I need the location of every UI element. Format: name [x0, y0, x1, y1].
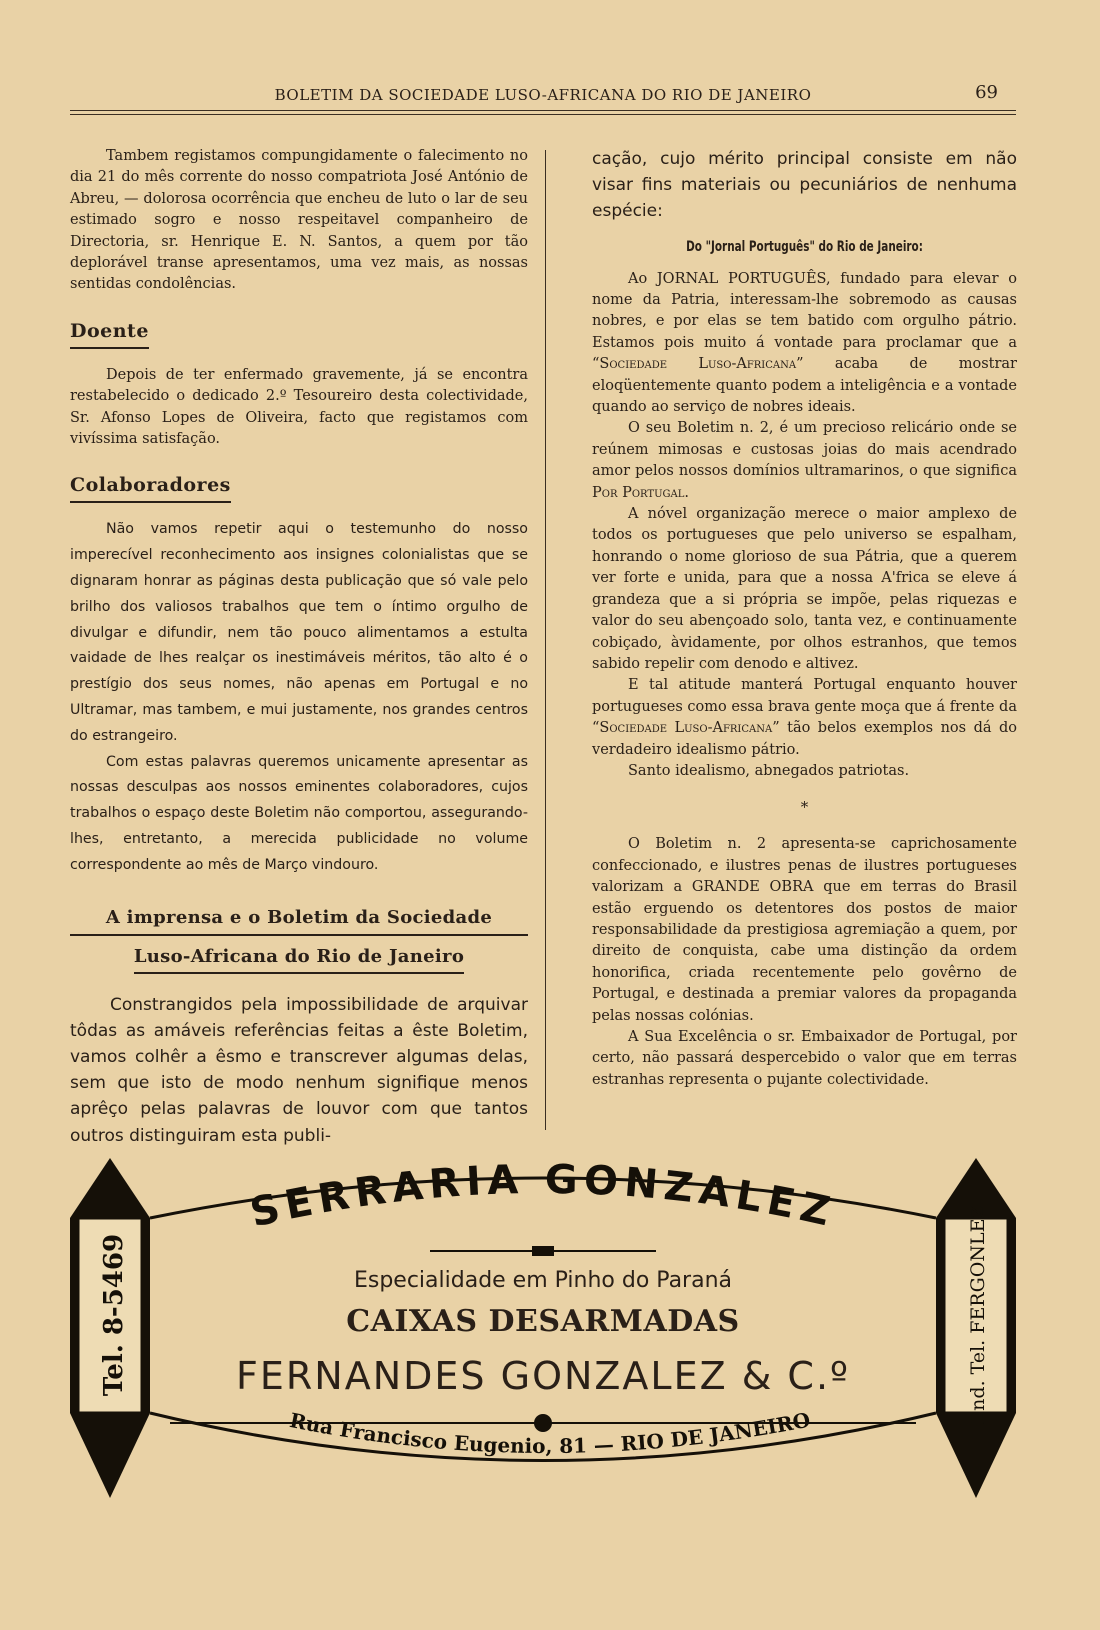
ad-product: CAIXAS DESARMADAS	[346, 1304, 740, 1339]
quote-paragraph-3: A nóvel organização merece o maior amplexo de todos os portugueses que pelo universo se espalham, honrando o nome glorioso de sua Pátria, que a querem ver forte e unida, para que a nossa A'frica se eleve á grandeza que a si própria se impõe, pelas riquezas e valor do seu abençoado solo, tanta vez, e continuamente cobiçado, àvidamente, por olhos estranhos, que temos sabido repelir com denodo e altivez.	[592, 506, 1017, 672]
bottom-ornament	[534, 1414, 552, 1432]
quote-paragraph-1: Ao JORNAL PORTUGUÊS, fundado para elevar o nome da Patria, interessam-lhe sobremodo as causas nobres, e por elas se tem batido com orgulho pátrio. Estamos pois muito á vontade para proclamar que a “Sociedade Luso-Africana” acaba de mostrar eloqüentemente quanto podem a inteligência e a vontade quando ao serviço de nobres ideais.	[592, 270, 1017, 416]
header-rule-top	[70, 110, 1016, 111]
ad-telegraph-address: End. Tel. FERGONLEZ	[967, 1205, 989, 1425]
colaboradores-paragraph-1: Não vamos repetir aqui o testemunho do nosso imperecível reconhecimento aos insignes colonialistas que se dignaram honrar as páginas desta publicação que só vale pelo brilho dos valiosos trabalhos que tem o íntimo orgulho de divulgar e difundir, nem tão pouco alimentamos a estulta vaidade de lhes realçar os inestimáveis méritos, tão alto é o prestígio dos seus nomes, não apenas em Portugal e no Ultramar, mas tambem, e mui justamente, nos grandes centros do estrangeiro.	[70, 521, 528, 744]
advertisement	[70, 1158, 1016, 1508]
quote-paragraph-2: O seu Boletim n. 2, é um precioso relicário onde se reúnem mimosas e custosas joias do mais acendrado amor pelos nossos domínios ultramarinos, o que significa Por Portugal.	[592, 420, 1017, 501]
ad-telephone: Tel. 8-5469	[99, 1233, 129, 1397]
heading-doente: Doente	[70, 320, 149, 349]
section-separator: *	[800, 798, 809, 817]
quote-paragraph-6: O Boletim n. 2 apresenta-se caprichosamente confeccionado, e ilustres penas de ilustres portugueses valorizam a GRANDE OBRA que em terras do Brasil estão erguendo os detentores dos postos de maior responsabilidade da prestigiosa agremiação a quem, por direito de conquista, cabe uma distinção da ordem honorifica, criada recentemente pelo govêrno de Portugal, e destinada a premiar valores da propaganda pelas nossas colónias.	[592, 836, 1017, 1024]
heading-colaboradores: Colaboradores	[70, 474, 231, 503]
header-rule-bottom	[70, 114, 1016, 115]
heading-imprensa-line-1: A imprensa e o Boletim da Sociedade	[70, 907, 528, 936]
doente-paragraph: Depois de ter enfermado gravemente, já se encontra restabelecido o dedicado 2.º Tesoureiro desta colectividade, Sr. Afonso Lopes de Oliveira, facto que registamos com vivíssima satisfação.	[70, 366, 528, 448]
source-subheading: Do "Jornal Português" do Rio de Janeiro:	[686, 238, 923, 255]
ad-company-name: SERRARIA GONZALEZ	[246, 1158, 840, 1237]
obituary-paragraph: Tambem registamos compungidamente o falecimento no dia 21 do mês corrente do nosso compatriota José António de Abreu, — dolorosa ocorrência que encheu de luto o lar de seu estimado sogro e nosso respeitavel companheiro de Directoria, sr. Henrique E. N. Santos, a quem por tão deplorável transe apresentamos, uma vez mais, as nossas sentidas condolências.	[70, 148, 528, 293]
left-column	[70, 146, 528, 1149]
ad-company: FERNANDES GONZALEZ & C.º	[236, 1354, 850, 1398]
imprensa-intro-continued: cação, cujo mérito principal consiste em não visar fins materiais ou pecuniários de nenhuma espécie:	[592, 149, 1017, 222]
quote-paragraph-4: E tal atitude manterá Portugal enquanto houver portugueses como essa brava gente moça que á frente da “Sociedade Luso-Africana” tão belos exemplos nos dá do verdadeiro idealismo pátrio.	[592, 677, 1017, 758]
quote-paragraph-5: Santo idealismo, abnegados patriotas.	[628, 762, 910, 779]
ad-address: Rua Francisco Eugenio, 81 — RIO DE JANEIRO	[287, 1407, 813, 1459]
journal-title: BOLETIM DA SOCIEDADE LUSO-AFRICANA DO RIO DE JANEIRO	[274, 86, 812, 104]
ad-specialty: Especialidade em Pinho do Paraná	[353, 1268, 733, 1293]
right-column	[592, 146, 1017, 1091]
heading-imprensa	[70, 907, 528, 974]
imprensa-intro-paragraph: Constrangidos pela impossibilidade de arquivar tôdas as amáveis referências feitas a êste Boletim, vamos colhêr a êsmo e transcrever algumas delas, sem que isto de modo nenhum signifique menos aprêço pelas palavras de louvor com que tantos outros distinguiram esta publi-	[70, 994, 528, 1146]
quote-paragraph-7: A Sua Excelência o sr. Embaixador de Portugal, por certo, não passará despercebido o valor que em terras estranhas representa o pujante colectividade.	[592, 1029, 1017, 1088]
running-header	[70, 82, 1016, 110]
heading-imprensa-line-2: Luso-Africana do Rio de Janeiro	[134, 946, 464, 974]
top-ornament	[532, 1246, 554, 1256]
page-number: 69	[975, 82, 998, 103]
column-divider	[545, 150, 546, 1130]
colaboradores-paragraph-2: Com estas palavras queremos unicamente apresentar as nossas desculpas aos nossos eminentes colaboradores, cujos trabalhos o espaço deste Boletim não comportou, assegurando-lhes, entretanto, a merecida publicidade no volume correspondente ao mês de Março vindouro.	[70, 753, 528, 873]
